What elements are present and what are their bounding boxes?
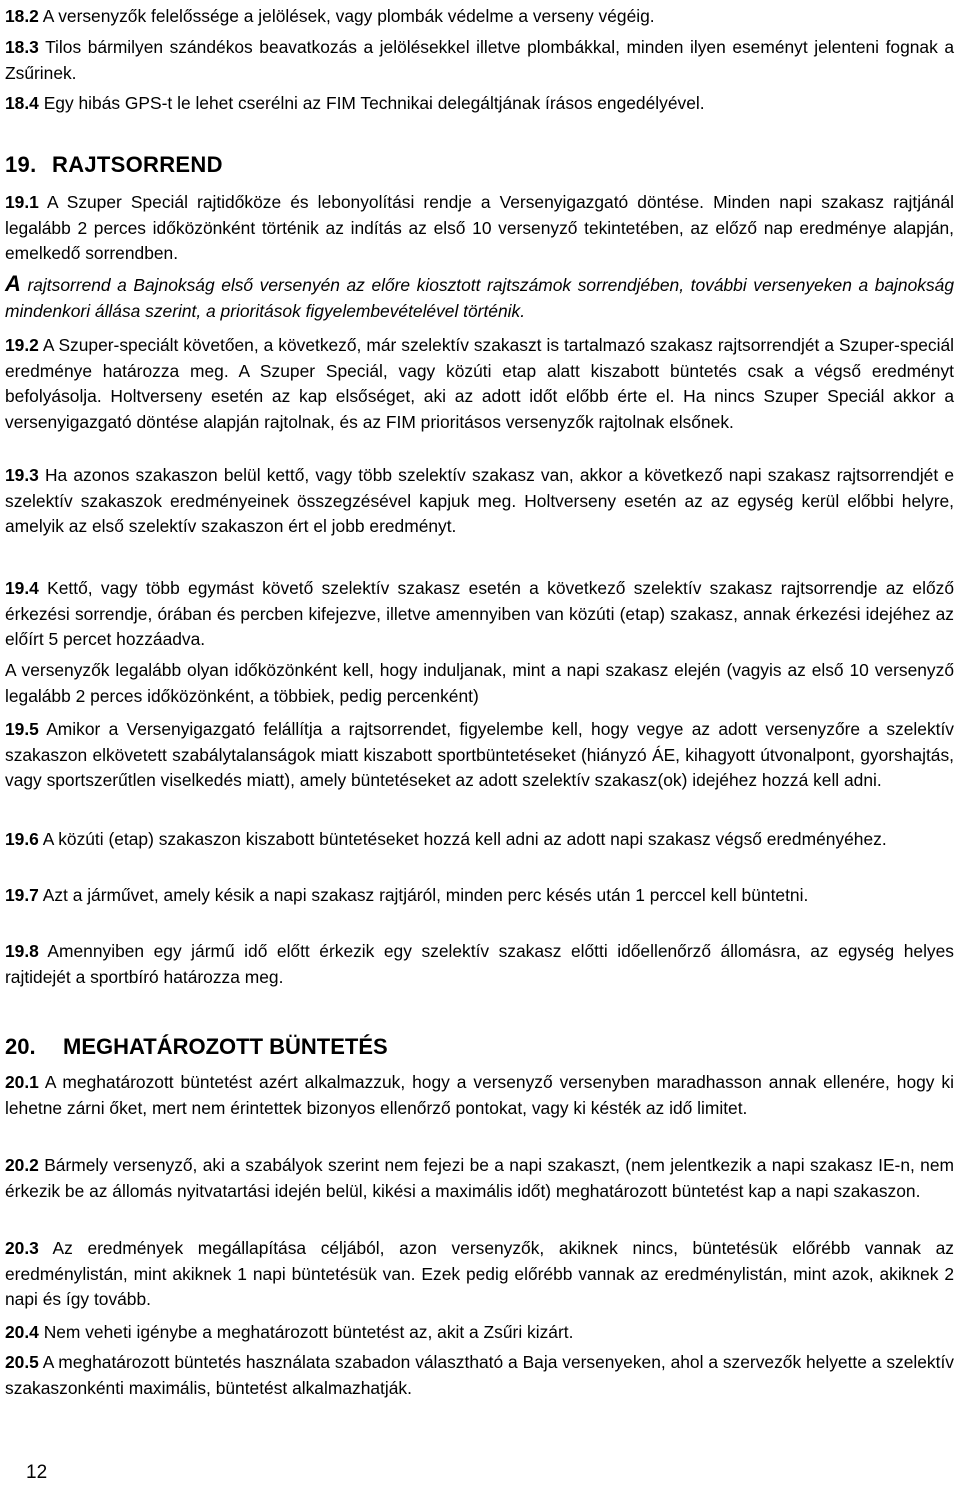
section-heading-20 (5, 1034, 388, 1060)
paragraph-20-2 (5, 1153, 954, 1204)
paragraph-text: Tilos bármilyen szándékos beavatkozás a jelölésekkel illetve plombákkal, minden ilyen eseményt jelenteni fognak a Zsűrinek. (5, 37, 954, 83)
paragraph-text: Amennyiben egy jármű idő előtt érkezik egy szelektív szakasz előtti időellenőrző állomásra, az egység helyes rajtidejét a sportbíró határozza meg. (5, 941, 954, 987)
paragraph-text: Az eredmények megállapítása céljából, azon versenyzők, akiknek nincs, büntetésük előrébb vannak az eredménylistán, mint akiknek 1 napi büntetésük van. Ezek pedig előrébb vannak az eredménylistán, mint azok, akiknek 2 napi és így tovább. (5, 1238, 954, 1310)
section-number: 19.1 (5, 192, 39, 212)
paragraph-text: Bármely versenyző, aki a szabályok szerint nem fejezi be a napi szakaszt, (nem jelentkezik a napi szakasz IE-n, nem érkezik be az állomás nyitvatartási idején belül, kikési a maximális időt) meghatározott büntetést kap a napi szakaszon. (5, 1155, 954, 1201)
heading-number: 20. (5, 1034, 36, 1059)
paragraph-text: A meghatározott büntetést azért alkalmazzuk, hogy a versenyző versenyben maradhasson annak ellenére, hogy ki lehetne zárni őket, mert nem érintettek bizonyos ellenőrző pontokat, vagy ki késték az idő limitet. (5, 1072, 954, 1118)
paragraph-19-8 (5, 939, 954, 990)
paragraph-text: A versenyzők felelőssége a jelölések, vagy plombák védelme a verseny végéig. (38, 6, 655, 26)
paragraph-19-3 (5, 463, 954, 540)
section-number: 20.4 (5, 1322, 39, 1342)
heading-title: MEGHATÁROZOTT BÜNTETÉS (63, 1034, 388, 1059)
paragraph-19-4 (5, 576, 954, 653)
section-number: 20.5 (5, 1352, 39, 1372)
paragraph-20-4 (5, 1320, 954, 1346)
paragraph-20-1 (5, 1070, 954, 1121)
paragraph-text: A Szuper-speciált követően, a következő, már szelektív szakaszt is tartalmazó szakasz rajtsorrendjét a Szuper-speciál eredménye határozza meg. A Szuper Speciál, vagy közúti etap alatt kiszabott büntetés csak a végső eredményt befolyásolja. Holtverseny esetén az kap elsőséget, aki az adott időt előbb érte el. Ha nincs Szuper Speciál akkor a versenyigazgató döntése alapján rajtolnak, és az FIM prioritásos versenyzők rajtolnak elsőnek. (5, 335, 954, 432)
section-number: 19.5 (5, 719, 39, 739)
heading-number: 19. (5, 152, 37, 177)
section-number: 19.8 (5, 941, 39, 961)
paragraph-19-6 (5, 827, 954, 853)
paragraph-19-1 (5, 190, 954, 267)
section-number: 19.4 (5, 578, 39, 598)
paragraph-text: A Szuper Speciál rajtidőköze és lebonyolítási rendje a Versenyigazgató döntése. Minden napi szakasz rajtjánál legalább 2 perces időközönként történik az indítás az első 10 versenyző tekintetében, az előző nap eredménye alapján, emelkedő sorrendben. (5, 192, 954, 264)
section-number: 19.2 (5, 335, 39, 355)
paragraph-text: Kettő, vagy több egymást követő szelektív szakasz esetén a következő szelektív szakasz rajtsorrendje az előző érkezési sorrendje, órában és percben kifejezve, illetve amennyiben van közúti (etap) szakasz, annak érkezési idejéhez az előírt 5 percet hozzáadva. (5, 578, 954, 650)
section-number: 18.2 (5, 6, 39, 26)
drop-letter: A (5, 271, 21, 296)
heading-title: RAJTSORREND (52, 152, 223, 177)
paragraph-18-2 (5, 4, 954, 30)
paragraph-text: Ha azonos szakaszon belül kettő, vagy több szelektív szakasz van, akkor a következő napi szakasz rajtsorrendjét e szelektív szakaszok eredményeinek összegzésével kapjuk meg. Holtverseny esetén az az egység kerül előbbi helyre, amelyik az első szelektív szakaszon ért el jobb eredményt. (5, 465, 954, 537)
paragraph-19-1-continued (5, 271, 954, 324)
paragraph-text: A közúti (etap) szakaszon kiszabott büntetéseket hozzá kell adni az adott napi szakasz végső eredményéhez. (38, 829, 887, 849)
page-number: 12 (26, 1462, 48, 1483)
paragraph-19-2 (5, 333, 954, 435)
section-number: 20.3 (5, 1238, 39, 1258)
paragraph-18-3 (5, 35, 954, 86)
paragraph-text: rajtsorrend a Bajnokság első versenyén az előre kiosztott rajtszámok sorrendjében, további versenyeken a bajnokság mindenkori állása szerint, a prioritások figyelembevételével történik. (5, 275, 954, 321)
paragraph-19-4-continued (5, 658, 954, 709)
section-number: 20.2 (5, 1155, 39, 1175)
paragraph-20-3 (5, 1236, 954, 1313)
section-number: 18.3 (5, 37, 39, 57)
paragraph-text: A meghatározott büntetés használata szabadon választható a Baja versenyeken, ahol a szervezők helyette a szelektív szakaszonkénti maximális, büntetést alkalmazhatják. (5, 1352, 954, 1398)
section-number: 18.4 (5, 93, 39, 113)
paragraph-text: Nem veheti igénybe a meghatározott büntetést az, akit a Zsűri kizárt. (38, 1322, 574, 1342)
paragraph-20-5 (5, 1350, 954, 1401)
paragraph-19-5 (5, 717, 954, 794)
paragraph-text: A versenyzők legalább olyan időközönként kell, hogy induljanak, mint a napi szakasz elején (vagyis az első 10 versenyző legalább 2 perces időközönként, a többiek, pedig percenként) (5, 660, 954, 706)
paragraph-text: Amikor a Versenyigazgató felállítja a rajtsorrendet, figyelembe kell, hogy vegye az adott versenyzőre a szelektív szakaszon elkövetett szabálytalanságok miatt kiszabott sportbüntetéseket (hiányzó ÁE, kihagyott útvonalpont, gyorshajtás, vagy sportszerűtlen viselkedés miatt), amely büntetéseket az adott szelektív szakasz(ok) idejéhez hozzá kell adni. (5, 719, 954, 791)
section-heading-19 (5, 152, 223, 178)
paragraph-text: Egy hibás GPS-t le lehet cserélni az FIM Technikai delegáltjának írásos engedélyével. (38, 93, 705, 113)
paragraph-18-4 (5, 91, 954, 117)
section-number: 20.1 (5, 1072, 39, 1092)
paragraph-19-7 (5, 883, 954, 909)
section-number: 19.7 (5, 885, 39, 905)
section-number: 19.3 (5, 465, 39, 485)
paragraph-text: Azt a járművet, amely késik a napi szakasz rajtjáról, minden perc késés után 1 perccel kell büntetni. (38, 885, 809, 905)
section-number: 19.6 (5, 829, 39, 849)
